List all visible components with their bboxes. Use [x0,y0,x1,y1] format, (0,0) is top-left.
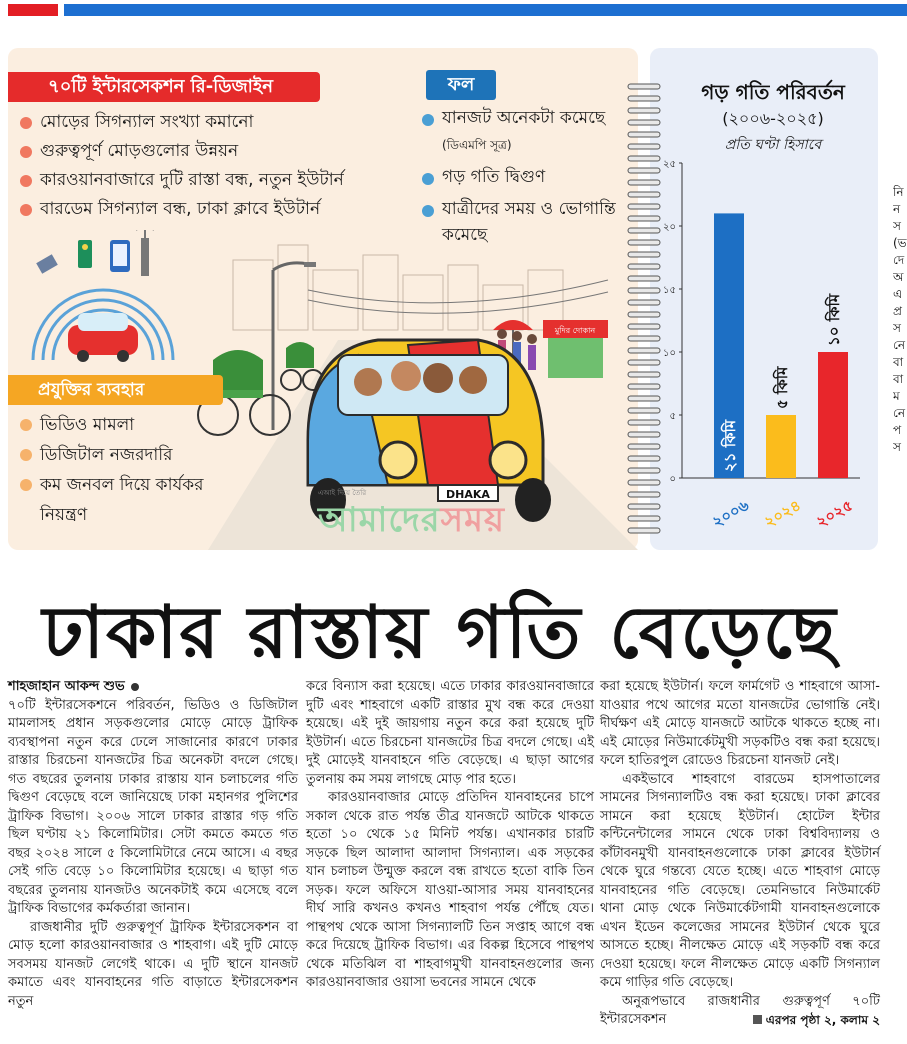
list-item: যাত্রীদের সময় ও ভোগান্তি কমেছে [420,196,620,248]
spiral-ring [628,528,660,533]
skyline-icon [233,245,563,330]
chart-subtitle: (২০০৬-২০২৫) [722,109,824,128]
result-list [420,105,620,254]
spiral-ring [628,180,660,185]
ai-credit: এআই দিয়ে তৈরি [318,489,367,497]
paragraph: রাজধানীর দুটি গুরুত্বপূর্ণ ট্রাফিক ইন্টারসেকশন বা মোড় হলো কারওয়ানবাজার ও শাহবাগ। এই দুটি মোড়ে সবসময় যানজট লেগেই থাকে। এ দুটি স্থানে যানজট কমাতে এবং যানবাহনের গতি বাড়াতে ইন্টারসেকশন নতুন [8,919,298,1009]
article-column-3 [600,678,880,1030]
bar-value-label: ১০ কিমি [825,293,843,346]
list-item: গুরুত্বপূর্ণ মোড়গুলোর উন্নয়ন [18,137,418,166]
spiral-ring [628,264,660,269]
bar-value-label: ৫ কিমি [773,366,791,409]
x-tick-label: ২০২৪ [761,496,804,532]
y-tick-label: ০ [669,474,676,485]
y-tick-label: ১০ [663,348,676,359]
bullet-icon [422,114,434,126]
bullet-icon [20,204,32,216]
section-technology-title: প্রযুক্তির ব্যবহার [8,375,223,405]
chart-title: গড় গতি পরিবর্তন [701,80,845,104]
spiral-ring [628,312,660,317]
spiral-ring [628,216,660,221]
x-tick-label: ২০২৫ [813,496,856,532]
spiral-ring [628,192,660,197]
bullet-icon [20,419,32,431]
edge-text-line: (ভ [893,236,907,250]
spiral-ring [628,276,660,281]
list-item: বারডেম সিগন্যাল বন্ধ, ঢাকা ক্লাবে ইউটার্ন [18,195,418,224]
red-car-icon [68,313,138,362]
paragraph: একইভাবে শাহবাগে বারডেম হাসপাতালের সামনের সিগন্যালটিও বন্ধ করা হয়েছে। ঢাকা ক্লাবের সামনে করা হয়েছে ইউটার্ন। হোটেল ইন্টার কন্টিনেন্টালের সামনে থেকে ঢাকা বিশ্ববিদ্যালয় ও কাঁটাবনমুখী যানবাহনগুলোকে ঢাকা ক্লাবের ইউটার্ন থেকে ঘুরে গন্তব্যে যেতে হচ্ছে। এতে শাহবাগ মোড়ে যানবাহনের গতি বেড়েছে। তেমনিভাবে নিউমার্কেট থানা মোড় থেকে নিউমার্কেটগামী যানবাহনগুলোকে এখন ইডেন কলেজের সামনের ইউটার্ন থেকে ঘুরে আসতে হচ্ছে। নীলক্ষেত মোড়ে এই সড়কটি বন্ধ করে দেওয়া হয়েছে। ফলে নীলক্ষেত মোড়ে একটি সিগন্যাল কমে গাড়ির গতি বেড়েছে। [600,771,880,990]
top-accent-blue [64,4,907,16]
list-item: কারওয়ানবাজারে দুটি রাস্তা বন্ধ, নতুন ইউটার্ন [18,166,418,195]
spiral-ring [628,348,660,353]
spiral-ring [628,516,660,521]
list-item: ডিজিটাল নজরদারি [18,440,228,470]
edge-text-line: এ [893,287,903,301]
edge-text-line: প [893,423,902,437]
edge-text-line: নে [893,338,906,352]
car-plate: DHAKA [446,488,490,501]
speed-bar-chart [660,150,875,540]
list-item: গড় গতি দ্বিগুণ [420,164,620,190]
spiral-ring [628,444,660,449]
bar-1 [766,415,796,478]
bar-2 [818,352,848,478]
edge-text-line: ম [893,389,900,403]
page-headline: ঢাকার রাস্তায় গতি বেড়েছে [42,589,838,674]
list-item: যানজট অনেকটা কমেছে (ডিএমপি সূত্র) [420,105,620,158]
edge-text-line: অ [893,270,904,284]
signal-tower-icon [136,230,154,276]
bullet-icon [20,175,32,187]
list-item: মোড়ের সিগন্যাল সংখ্যা কমানো [18,108,418,137]
spiral-ring [628,336,660,341]
section-result-title: ফল [426,70,496,100]
spiral-ring [628,228,660,233]
paragraph: করে বিন্যাস করা হয়েছে। এতে ঢাকার কারওয়ানবাজারে দুটি এবং শাহবাগে একটি রাস্তার মুখ বন্ধ করে দেওয়া হয়েছে। এই দুই জায়গায় নতুন করে করা হয়েছে দুটি ইউটার্ন। এতে চিরচেনা যানজটের চিত্র বদলে গেছে। এই দুই মোড়েই যানবাহনে গতি বেড়েছে। এ ছাড়া আগের তুলনায় কম সময় লাগছে মোড় পার হতে। [306,679,594,787]
spiral-ring [628,456,660,461]
spiral-ring [628,480,660,485]
bullet-icon [20,146,32,158]
shop-sign: মুদির দোকান [554,326,596,335]
phone-icon [110,240,130,272]
edge-text-line: স [893,440,901,454]
spiral-ring [628,84,660,89]
spiral-ring [628,108,660,113]
technology-list [18,410,228,530]
spiral-ring [628,492,660,497]
square-icon [753,1015,762,1024]
chart-unit-label: প্রতি ঘণ্টা হিসাবে [724,137,822,153]
byline-dot-icon [131,683,139,691]
watermark-logo: আমাদেরসময় [318,500,505,540]
paragraph: করা হয়েছে ইউটার্ন। ফলে ফার্মগেট ও শাহবাগে আসা-যাওয়ার পথে আগের মতো যানজটের ভোগান্তি নেই। দীর্ঘক্ষণ এই মোড়ে যানজটে আটকে থাকতে হচ্ছে না। এই মোড়ের নিউমার্কেটমুখী সড়কটিও বন্ধ করা হয়েছে। ফলে হাতিরপুল রোডেও চিরচেনা যানজট নেই। [600,679,880,768]
spiral-binding-icon [626,78,662,538]
spiral-ring [628,132,660,137]
edge-text-line: দে [893,253,905,267]
byline: শাহজাহান আকন্দ শুভ [8,678,298,697]
top-accent-red [8,4,58,16]
list-item: কম জনবল দিয়ে কার্যকর নিয়ন্ত্রণ [18,470,228,530]
y-tick-label: ২০ [662,222,676,233]
edge-text-line: প্র [893,304,902,318]
signal-icon [78,240,92,268]
edge-text-line: স [893,219,901,233]
spiral-ring [628,240,660,245]
paragraph: অনুরূপভাবে রাজধানীর গুরুত্বপূর্ণ ৭০টি ইন্টারসেকশন এরপর পৃষ্ঠা ২, কলাম ২ [600,993,880,1030]
adjacent-column-edge [893,184,907,456]
bullet-icon [422,173,434,185]
spiral-ring [628,420,660,425]
bullet-icon [20,117,32,129]
spiral-ring [628,324,660,329]
spiral-ring [628,144,660,149]
spiral-ring [628,468,660,473]
spiral-ring [628,96,660,101]
edge-text-line: নি [893,185,904,199]
spiral-ring [628,288,660,293]
paragraph: কারওয়ানবাজার মোড়ে প্রতিদিন যানবাহনের চাপে সকাল থেকে রাত পর্যন্ত তীব্র যানজটে আটকে থাকতে হতো ১০ থেকে ১৫ মিনিট পর্যন্ত। এখানকার চারটি সড়কে ছিল আলাদা আলাদা সিগন্যাল। এক সড়কের যান চলাচল উন্মুক্ত করলে বন্ধ রাখতে হতো বাকি তিন সড়ক। ফলে অফিসে যাওয়া-আসার সময় যানবাহনের দীর্ঘ সারি কখনও কখনও শাহবাগ পর্যন্ত পৌঁছে যেত। পান্থপথ থেকে আসা সিগন্যালটি তিন সপ্তাহ আগে বন্ধ করে দিয়েছে ট্রাফিক বিভাগ। এর বিকল্প হিসেবে পান্থপথ থেকে মতিঝিল বা শাহবাগমুখী যানবাহনগুলোর জন্য কারওয়ানবাজার ওয়াসা ভবনের সামনে থেকে [306,790,594,990]
edge-text-line: বা [893,372,904,386]
edge-text-line: স [893,321,901,335]
redesign-list [18,108,418,224]
article-column-1 [8,678,298,1011]
bar-value-label: ২১ কিমি [721,419,739,472]
edge-text-line: বা [893,355,904,369]
article-column-2 [306,678,594,993]
x-tick-label: ২০০৬ [709,496,752,532]
y-tick-label: ৫ [669,411,676,422]
spiral-ring [628,384,660,389]
spiral-ring [628,372,660,377]
source-note: (ডিএমপি সূত্র) [442,138,512,152]
spiral-ring [628,408,660,413]
satellite-icon [36,254,58,273]
bullet-icon [422,205,434,217]
spiral-ring [628,504,660,509]
spiral-ring [628,120,660,125]
spiral-ring [628,204,660,209]
section-redesign-title: ৭০টি ইন্টারসেকশন রি-ডিজাইন [8,72,320,102]
continued-link[interactable]: এরপর পৃষ্ঠা ২, কলাম ২ [731,1011,880,1030]
bullet-icon [20,449,32,461]
edge-text-line: নে [893,406,906,420]
spiral-ring [628,432,660,437]
y-tick-label: ১৫ [663,285,676,296]
spiral-ring [628,300,660,305]
bullet-icon [20,479,32,491]
spiral-ring [628,360,660,365]
paragraph: ৭০টি ইন্টারসেকশনে পরিবর্তন, ভিডিও ও ডিজিটাল মামলাসহ প্রধান সড়কগুলোর মোড়ে মোড়ে ট্রাফিক ব্যবস্থাপনা নতুন করে ঢেলে সাজানোর কারণে ঢাকার রাস্তার চিরচেনা যানজটের চিত্র অনেকটা বদলে গেছে। গত বছরের তুলনায় ঢাকার রাস্তায় যান চলাচলের গতি দ্বিগুণ বেড়েছে বলে জানিয়েছে ঢাকা মহানগর পুলিশের ট্রাফিক বিভাগ। ২০০৬ সালে ঢাকার রাস্তার গড় গতি ছিল ঘণ্টায় ২১ কিলোমিটার। সেটা কমতে কমতে গত বছর ২০২৪ সালে ৫ কিলোমিটারে নেমে আসে। এ বছর সেই গতি বেড়ে ১০ কিলোমিটার হয়েছে। এ ছাড়া গত বছরের তুলনায় যানজটও অনেকটাই কমে এসেছে বলে ট্রাফিক বিভাগের কর্মকর্তারা জানান। [8,697,298,916]
edge-text-line: ন [893,202,901,216]
spiral-ring [628,168,660,173]
spiral-ring [628,252,660,257]
list-item: ভিডিও মামলা [18,410,228,440]
spiral-ring [628,156,660,161]
spiral-ring [628,396,660,401]
y-tick-label: ২৫ [663,159,676,170]
